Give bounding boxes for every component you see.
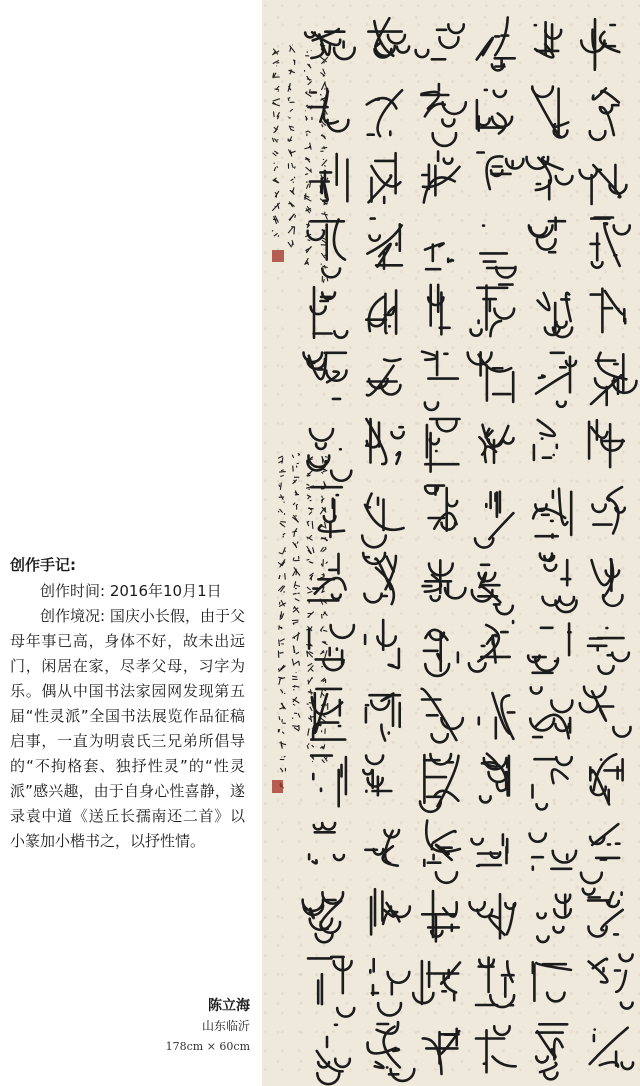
seal-glyph (424, 821, 460, 883)
seal-glyph (425, 419, 459, 472)
seal-glyph (540, 554, 577, 613)
seal-glyph (371, 889, 410, 934)
seal-glyph (480, 226, 515, 278)
small-script-column (288, 45, 296, 248)
small-script-column (272, 49, 280, 237)
seal-glyph (368, 18, 409, 57)
seal-glyph (592, 559, 623, 606)
seal-glyph (536, 1024, 567, 1079)
seal-glyph (423, 1029, 460, 1074)
seal-glyph (581, 824, 619, 883)
seal-glyph (532, 87, 568, 138)
seal-glyph (477, 17, 515, 70)
seal-glyph (311, 287, 348, 338)
seal-glyph (533, 757, 572, 809)
seal-glyph (362, 494, 403, 548)
seal-glyph (421, 84, 466, 146)
seal-glyph (365, 830, 399, 866)
seal-glyph (425, 243, 453, 269)
seal-glyph (530, 834, 577, 870)
seal-glyph (304, 353, 347, 399)
notes-body: 创作境况: 国庆小长假，由于父母年事已高，身体不好，故未出远门，闲居在家，尽孝父母，习字为乐。偶从中国书法家园网发现第五届“性灵派”全国书法展览作品征稿启事，一直为明袁氏三兄弟所倡导的“不拘格套、独抒性灵”的“性灵派”感兴趣，由于自身心性喜静，遂录袁中道《送丘长孺南还二首》以小篆加小楷书之，以抒性情。 (10, 607, 245, 850)
seal-glyph (308, 554, 345, 601)
seal-glyph (303, 892, 343, 942)
seal-glyph (311, 689, 345, 740)
small-script-column (306, 457, 314, 762)
seal-glyph (476, 1026, 516, 1072)
seal-glyph (472, 834, 508, 865)
seal-glyph (365, 620, 399, 668)
artist-location: 山东临沂 (201, 1019, 250, 1033)
seal-glyph (592, 487, 624, 533)
seal-glyph (479, 693, 515, 739)
seal-glyph (366, 419, 404, 464)
seal-glyph (475, 492, 513, 548)
seal-glyph (363, 756, 391, 796)
seal-glyph (590, 754, 622, 804)
artist-name: 陈立海 (208, 998, 250, 1014)
notes-heading: 创作手记: (10, 556, 76, 574)
seal-glyph (591, 289, 626, 332)
seal-glyph (424, 630, 458, 676)
seal-glyph (468, 352, 514, 402)
seal-glyph (535, 22, 561, 57)
seal-glyph (591, 218, 630, 268)
seal-glyph (367, 219, 402, 269)
seal-glyph (536, 353, 576, 407)
seal-glyph (311, 487, 344, 537)
seal-glyph (534, 420, 557, 460)
seal-glyph (367, 359, 401, 395)
red-seal (272, 780, 283, 793)
seal-glyph (537, 895, 571, 942)
seal-glyph (529, 218, 565, 253)
seal-glyph (480, 754, 509, 803)
creation-notes (10, 553, 245, 854)
seal-glyph (311, 756, 346, 807)
seal-glyph (471, 285, 515, 337)
seal-glyph (528, 624, 570, 673)
seal-glyph (370, 959, 409, 1015)
calligraphy-image (262, 0, 640, 1086)
seal-glyph (589, 420, 624, 467)
seal-glyph (538, 293, 573, 337)
left-panel (0, 0, 262, 1086)
small-script-column (278, 456, 286, 788)
seal-glyph (428, 285, 449, 335)
seal-glyph (469, 621, 513, 672)
seal-glyph (583, 889, 623, 937)
seal-glyph (367, 90, 402, 136)
seal-glyph (423, 560, 466, 600)
seal-glyph (413, 961, 460, 1004)
red-seal (272, 250, 284, 262)
seal-glyph (317, 1025, 350, 1084)
seal-glyph (309, 625, 354, 670)
artwork-size: 178cm × 60cm (165, 1040, 250, 1053)
seal-glyph (530, 687, 572, 738)
seal-glyph (580, 165, 627, 204)
seal-glyph (309, 823, 344, 863)
seal-glyph (476, 958, 514, 1008)
seal-glyph (581, 19, 619, 69)
seal-glyph (422, 152, 459, 203)
seal-glyph (479, 425, 513, 463)
seal-glyph (422, 352, 458, 410)
seal-glyph (533, 962, 571, 1001)
seal-glyph (368, 1022, 415, 1081)
seal-glyph (305, 29, 354, 59)
seal-glyph (589, 955, 633, 1009)
seal-glyph (309, 89, 349, 131)
small-script-column (292, 453, 300, 731)
seal-glyph (590, 88, 619, 139)
seal-glyph (580, 687, 631, 737)
seal-glyph (366, 290, 396, 333)
seal-glyph (533, 489, 571, 538)
seal-glyph (307, 429, 351, 481)
artist-credit (50, 996, 250, 1058)
seal-glyph (527, 157, 573, 199)
seal-glyph (422, 891, 459, 941)
seal-glyph (470, 894, 516, 938)
notes-time: 创作时间: 2016年10月1日 (40, 582, 222, 600)
calligraphy-artwork (262, 0, 640, 1086)
seal-glyph (369, 153, 401, 203)
seal-glyph (477, 153, 523, 190)
seal-glyph (310, 154, 348, 201)
seal-glyph (588, 628, 629, 674)
seal-glyph (425, 486, 457, 531)
seal-glyph (591, 353, 637, 405)
seal-glyph (308, 957, 354, 1017)
seal-glyph (422, 689, 463, 743)
seal-glyph (363, 553, 396, 604)
seal-glyph (590, 1028, 633, 1069)
seal-glyph (366, 694, 400, 741)
seal-glyph (477, 90, 512, 134)
seal-glyph (420, 754, 459, 812)
seal-glyph (472, 565, 513, 614)
seal-glyph (416, 24, 464, 59)
